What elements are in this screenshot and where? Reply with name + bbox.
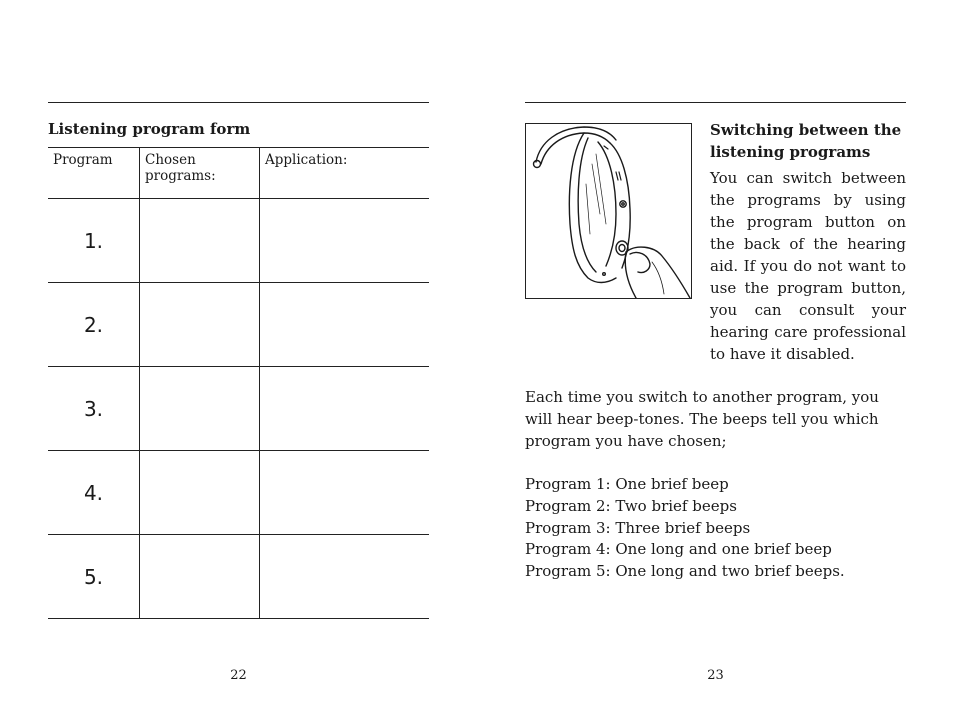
table-row [48, 367, 429, 451]
chosen-program-cell[interactable] [140, 283, 260, 367]
listening-program-table [48, 147, 429, 619]
page-number-right: 23 [707, 668, 724, 683]
program-number: 3. [48, 367, 140, 451]
list-item: Program 1: One brief beep [525, 475, 729, 493]
list-item: Program 3: Three brief beeps [525, 518, 751, 537]
chosen-program-cell[interactable] [140, 535, 260, 619]
table-row [48, 535, 429, 619]
program-number: 2. [48, 283, 140, 367]
table-row [48, 451, 429, 535]
header-program: Program [48, 148, 140, 199]
application-cell[interactable] [260, 451, 430, 535]
program-number: 5. [48, 535, 140, 619]
list-item: Program 5: One long and two brief beeps. [525, 562, 845, 581]
table-header-row [48, 148, 429, 199]
list-item: Program 2: Two brief beeps [525, 496, 737, 515]
chosen-program-cell[interactable] [140, 451, 260, 535]
left-page [48, 0, 429, 709]
header-chosen-programs: Chosen programs: [140, 148, 260, 199]
list-item: Program 4: One long and one brief beep [525, 540, 832, 559]
program-number: 4. [48, 451, 140, 535]
header-application: Application: [260, 148, 430, 199]
hearing-aid-illustration [525, 123, 692, 299]
top-rule [525, 102, 906, 103]
table-row [48, 283, 429, 367]
application-cell[interactable] [260, 535, 430, 619]
program-number: 1. [48, 199, 140, 283]
chosen-program-cell[interactable] [140, 199, 260, 283]
top-rule [48, 102, 429, 103]
right-page [525, 0, 906, 709]
application-cell[interactable] [260, 283, 430, 367]
beep-list [525, 474, 906, 583]
chosen-program-cell[interactable] [140, 367, 260, 451]
hearing-aid-program-button-icon [526, 124, 691, 298]
table-row [48, 199, 429, 283]
switching-section [710, 119, 906, 365]
form-title: Listening program form [48, 120, 251, 138]
page-number-left: 22 [230, 668, 247, 683]
beep-explanation: Each time you switch to another program, you will hear beep-tones. The beeps tell you which program you have chosen; [525, 388, 879, 450]
section-body: You can switch between the programs by using the program button on the back of the hearing aid. If you do not want to use the program button, you can consult your hearing care professional to have it disabled. [710, 169, 906, 363]
application-cell[interactable] [260, 367, 430, 451]
application-cell[interactable] [260, 199, 430, 283]
section-title: Switching between the listening programs [710, 121, 902, 161]
